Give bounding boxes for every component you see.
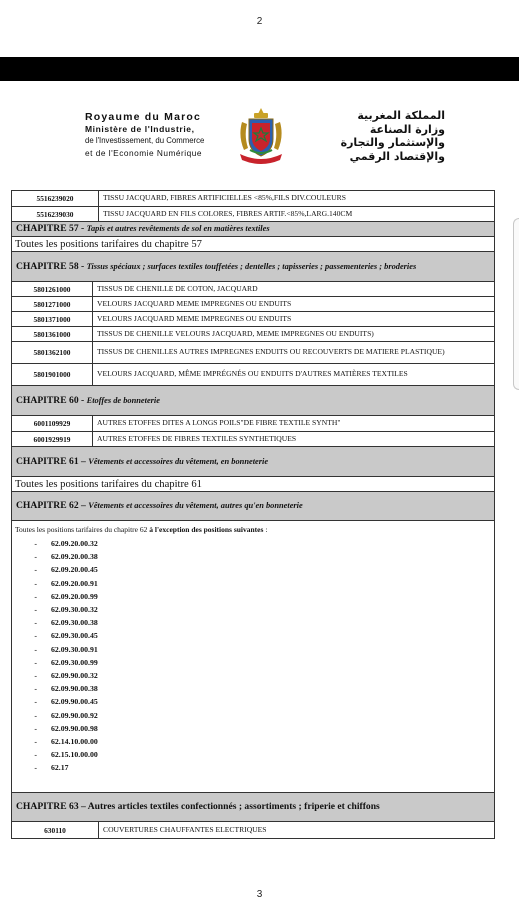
list-item [15, 735, 494, 748]
tariff-table [11, 190, 495, 839]
list-item [15, 669, 494, 682]
table-row [12, 521, 494, 793]
bullet-dash: - [34, 618, 37, 628]
chapter-number: CHAPITRE 61 – [16, 455, 89, 467]
list-item [15, 537, 494, 550]
bullet-dash: - [34, 763, 37, 773]
list-item [15, 708, 494, 721]
chapter-heading [16, 395, 160, 407]
chapter-title: Tissus spéciaux ; surfaces textiles touffetées ; dentelles ; tapisseries ; passementeries ; broderies [86, 261, 417, 271]
list-item [15, 656, 494, 669]
tariff-description: VELOURS JACQUARD MEME IMPREGNES OU ENDUITS [97, 298, 292, 308]
tariff-description: AUTRES ETOFFES DE FIBRES TEXTILES SYNTHETIQUES [97, 433, 297, 443]
list-item [15, 577, 494, 590]
tariff-code: 5801901000 [12, 364, 93, 385]
chapter-title: Vêtements et accessoires du vêtement, en bonneterie [88, 456, 269, 466]
tariff-code: 5801362100 [12, 342, 93, 363]
excluded-position: 62.09.90.00.45 [51, 697, 98, 707]
table-row [12, 297, 494, 312]
bullet-dash: - [34, 605, 37, 615]
bullet-dash: - [34, 750, 37, 760]
table-row [12, 432, 494, 447]
header-line: et de l'Economie Numérique [85, 148, 202, 158]
excluded-position: 62.09.30.00.91 [51, 644, 98, 654]
table-row [12, 416, 494, 432]
table-row [12, 477, 494, 492]
excluded-position: 62.09.90.00.98 [51, 723, 98, 733]
excluded-position: 62.17 [51, 763, 69, 773]
bullet-dash: - [34, 644, 37, 654]
tariff-description: VELOURS JACQUARD MEME IMPREGNES OU ENDUITS [97, 313, 292, 323]
table-row [12, 822, 494, 838]
excluded-position: 62.15.10.00.00 [51, 750, 98, 760]
bullet-dash: - [34, 697, 37, 707]
bullet-dash: - [34, 591, 37, 601]
header-line: Royaume du Maroc [85, 111, 202, 123]
table-row [12, 237, 494, 252]
chapter-number: CHAPITRE 63 – Autres articles textiles confectionnés ; assortiments ; friperie et chiffons [16, 801, 380, 812]
excluded-position: 62.09.20.00.45 [51, 565, 98, 575]
chapter-title: Tapis et autres revêtements de sol en matières textiles [86, 224, 270, 233]
list-item [15, 629, 494, 642]
table-row [12, 327, 494, 342]
list-item [15, 616, 494, 629]
excluded-position: 62.09.20.00.38 [51, 552, 98, 562]
bullet-dash: - [34, 710, 37, 720]
chapter-heading [16, 456, 268, 468]
list-item [15, 748, 494, 761]
chapter-heading [16, 500, 303, 512]
intro-text: Toutes les positions tarifaires du chapitre 62 [15, 525, 150, 534]
header-french [85, 111, 235, 159]
all-positions-text: Toutes les positions tarifaires du chapitre 61 [15, 478, 202, 490]
table-row [12, 492, 494, 521]
bullet-dash: - [34, 539, 37, 549]
excluded-position: 62.09.30.00.32 [51, 605, 98, 615]
list-item [15, 682, 494, 695]
header-line: Ministère de l'Industrie, [85, 124, 195, 134]
tariff-description: TISSUS DE CHENILLE DE COTON, JACQUARD [97, 283, 258, 293]
tariff-code: 5801271000 [12, 297, 93, 311]
table-row [12, 282, 494, 297]
bullet-dash: - [34, 736, 37, 746]
chapter-number: CHAPITRE 60 - [16, 394, 87, 406]
list-item [15, 722, 494, 735]
list-item [15, 563, 494, 576]
table-row [12, 252, 494, 282]
tariff-code: 630110 [12, 822, 99, 838]
excluded-position: 62.09.20.00.99 [51, 591, 98, 601]
exception-intro [15, 525, 494, 534]
tariff-code: 5801361000 [12, 327, 93, 341]
excluded-position: 62.14.10.00.00 [51, 736, 98, 746]
table-row [12, 364, 494, 386]
tariff-code: 5801371000 [12, 312, 93, 326]
chapter-heading [16, 261, 416, 273]
tariff-code: 6001109929 [12, 416, 93, 431]
chapter-number: CHAPITRE 58 - [16, 260, 87, 272]
table-row [12, 191, 494, 207]
chapter-heading [16, 801, 380, 813]
tariff-description: TISSU JACQUARD EN FILS COLORES, FIBRES ARTIF.<85%,LARG.140CM [103, 208, 353, 218]
excluded-position: 62.09.30.00.38 [51, 618, 98, 628]
tariff-description: VELOURS JACQUARD, MÊME IMPRÉGNÉS OU ENDUITS D'AUTRES MATIÈRES TEXTILES [97, 369, 408, 379]
chapter-number: CHAPITRE 57 - [16, 223, 87, 234]
header-line: والإستثمار والتجارة [340, 136, 445, 149]
header-line: والإقتصاد الرقمي [349, 149, 445, 163]
chapter-heading [16, 223, 270, 235]
bullet-dash: - [34, 578, 37, 588]
intro-bold-text: à l'exception des positions suivantes [149, 525, 264, 534]
coat-of-arms-icon [236, 106, 286, 166]
table-row [12, 386, 494, 416]
table-row [12, 312, 494, 327]
bullet-dash: - [34, 565, 37, 575]
bullet-dash: - [34, 723, 37, 733]
tariff-description: AUTRES ETOFFES DITES A LONGS POILS"DE FIBRE TEXTILE SYNTH" [97, 418, 341, 428]
header-arabic [297, 109, 445, 163]
list-item [15, 590, 494, 603]
table-row [12, 207, 494, 222]
bullet-dash: - [34, 552, 37, 562]
tariff-description: TISSUS DE CHENILLE VELOURS JACQUARD, MEME IMPREGNES OU ENDUITS) [97, 328, 374, 338]
table-row [12, 222, 494, 237]
tariff-description: TISSU JACQUARD, FIBRES ARTIFICIELLES <85%,FILS DIV.COULEURS [103, 193, 346, 203]
tariff-code: 5516239020 [12, 191, 99, 206]
chapter-title: Etoffes de bonneterie [86, 395, 160, 405]
excluded-position: 62.09.20.00.32 [51, 539, 98, 549]
list-item [15, 603, 494, 616]
excluded-position: 62.09.90.00.32 [51, 670, 98, 680]
tariff-code: 5516239030 [12, 207, 99, 221]
bullet-dash: - [34, 631, 37, 641]
header-line: المملكة المغربية [357, 109, 445, 122]
excluded-position: 62.09.90.00.92 [51, 710, 98, 720]
all-positions-text: Toutes les positions tarifaires du chapitre 57 [15, 238, 202, 250]
bullet-dash: - [34, 657, 37, 667]
excluded-position: 62.09.20.00.91 [51, 578, 98, 588]
list-item [15, 695, 494, 708]
table-row [12, 447, 494, 477]
table-row [12, 793, 494, 822]
tariff-code: 5801261000 [12, 282, 93, 296]
page-number-top: 2 [256, 16, 263, 27]
page-number-bottom: 3 [256, 889, 263, 900]
header-line: وزارة الصناعة [369, 122, 445, 136]
chapter-title: Vêtements et accessoires du vêtement, autres qu'en bonneterie [88, 501, 303, 510]
excluded-position: 62.09.30.00.45 [51, 631, 98, 641]
scrollbar[interactable] [513, 218, 519, 390]
list-item [15, 761, 494, 774]
bullet-dash: - [34, 670, 37, 680]
list-item [15, 550, 494, 563]
bullet-dash: - [34, 684, 37, 694]
excluded-position: 62.09.90.00.38 [51, 684, 98, 694]
chapter-number: CHAPITRE 62 – [16, 500, 89, 511]
list-item [15, 643, 494, 656]
table-row [12, 342, 494, 364]
black-banner [0, 57, 519, 81]
header-line: de l'Investissement, du Commerce [85, 136, 205, 145]
excluded-position: 62.09.30.00.99 [51, 657, 98, 667]
tariff-description: COUVERTURES CHAUFFANTES ELECTRIQUES [103, 824, 267, 834]
tariff-description: TISSUS DE CHENILLES AUTRES IMPREGNES ENDUITS OU RECOUVERTS DE MATIERE PLASTIQUE) [97, 347, 445, 357]
tariff-code: 6001929919 [12, 432, 93, 446]
intro-end: : [263, 525, 268, 534]
